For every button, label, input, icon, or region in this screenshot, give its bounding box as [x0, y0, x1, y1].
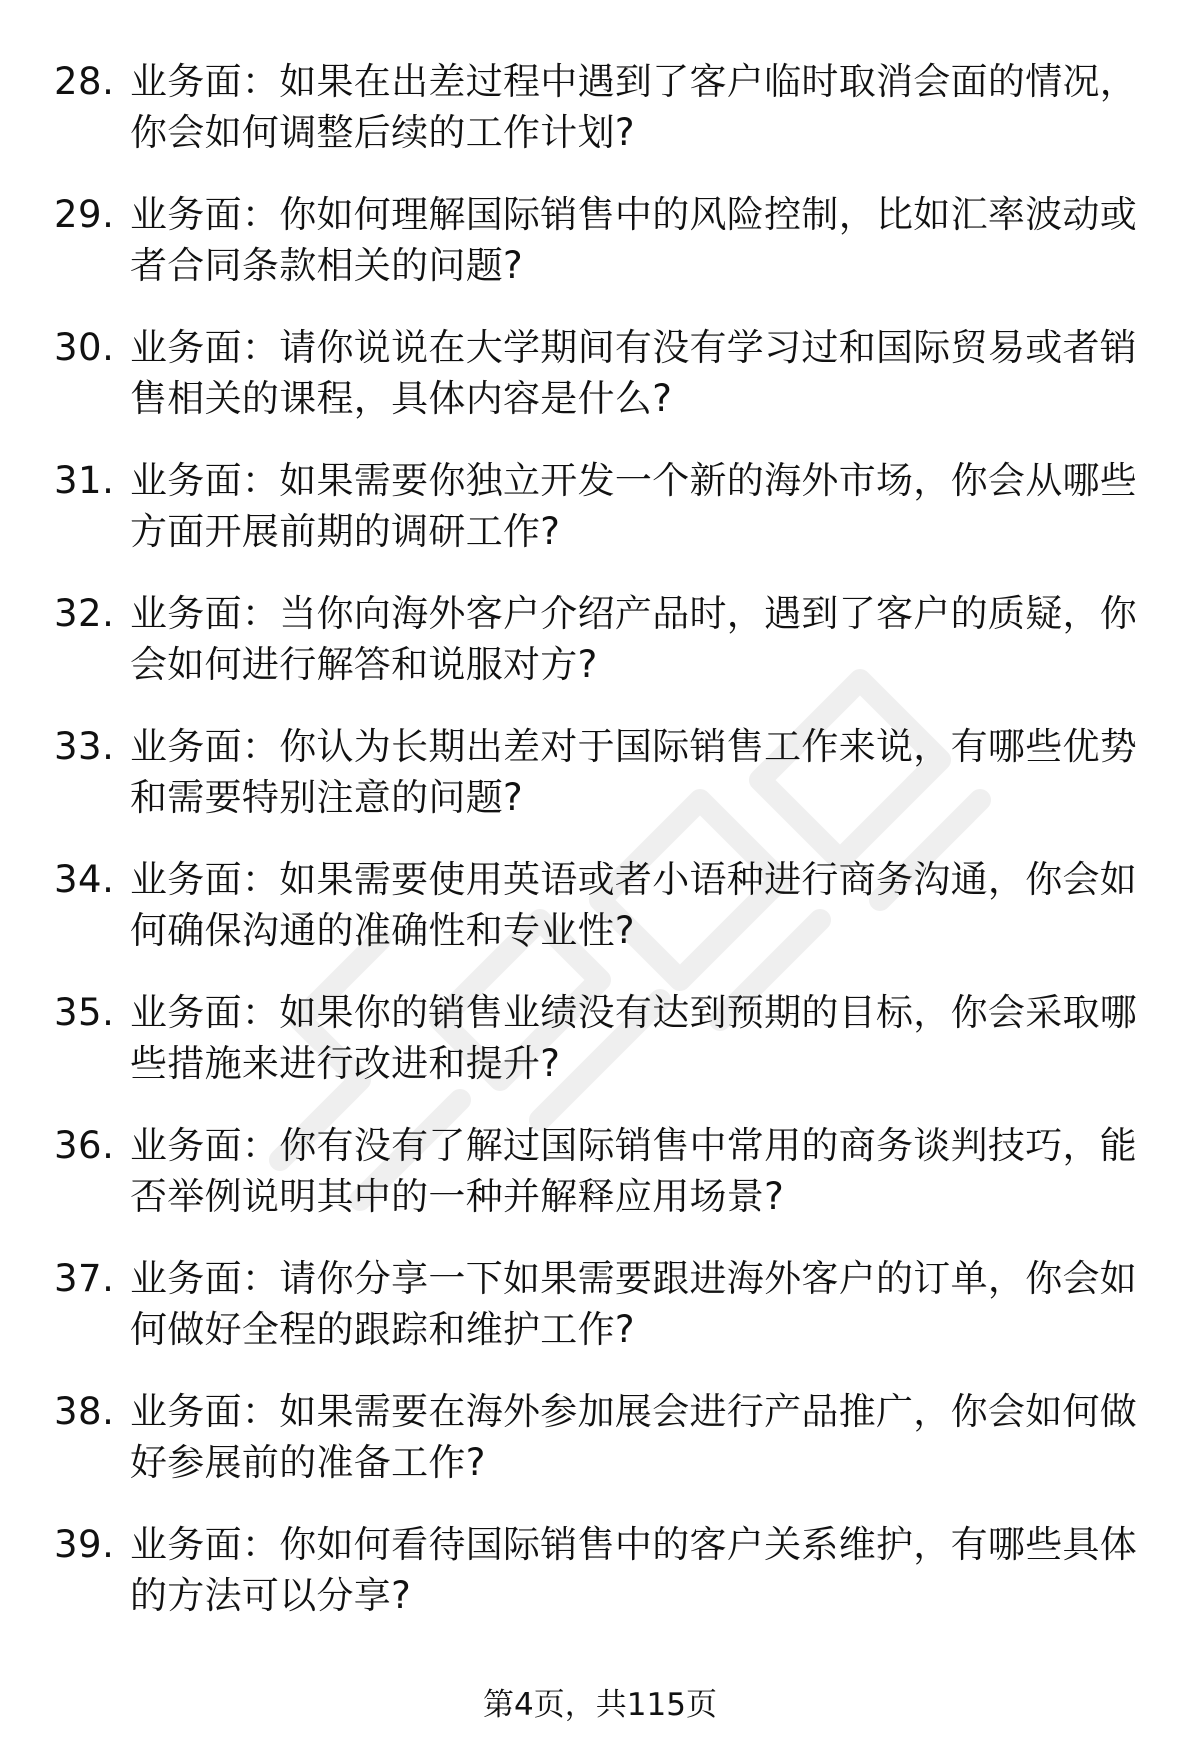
question-text: 业务面：当你向海外客户介绍产品时，遇到了客户的质疑，你会如何进行解答和说服对方? [130, 592, 1138, 686]
question-number: 31. [54, 459, 115, 502]
question-number: 33. [54, 725, 115, 768]
page-number-footer: 第4页，共115页 [483, 1687, 717, 1723]
question-text: 业务面：如果你的销售业绩没有达到预期的目标，你会采取哪些措施来进行改进和提升? [130, 991, 1138, 1085]
question-number: 32. [54, 592, 115, 635]
question-text: 业务面：如果需要你独立开发一个新的海外市场，你会从哪些方面开展前期的调研工作? [130, 459, 1138, 553]
question-text: 业务面：如果在出差过程中遇到了客户临时取消会面的情况，你会如何调整后续的工作计划? [130, 60, 1138, 154]
question-item [0, 322, 1200, 455]
question-text: 业务面：如果需要使用英语或者小语种进行商务沟通，你会如何确保沟通的准确性和专业性? [130, 858, 1138, 952]
question-number: 28. [54, 60, 115, 103]
question-text: 业务面：你如何理解国际销售中的风险控制，比如汇率波动或者合同条款相关的问题? [130, 193, 1138, 287]
question-item [0, 854, 1200, 987]
question-item [0, 1519, 1200, 1652]
question-number: 30. [54, 326, 115, 369]
question-item [0, 721, 1200, 854]
question-number: 34. [54, 858, 115, 901]
question-number: 36. [54, 1124, 115, 1167]
question-text: 业务面：你如何看待国际销售中的客户关系维护，有哪些具体的方法可以分享? [130, 1523, 1138, 1617]
question-item [0, 1386, 1200, 1519]
question-text: 业务面：你认为长期出差对于国际销售工作来说，有哪些优势和需要特别注意的问题? [130, 725, 1138, 819]
question-item [0, 455, 1200, 588]
question-item [0, 588, 1200, 721]
question-number: 39. [54, 1523, 115, 1566]
question-item [0, 1120, 1200, 1253]
question-item [0, 189, 1200, 322]
question-item [0, 1253, 1200, 1386]
question-number: 35. [54, 991, 115, 1034]
question-text: 业务面：如果需要在海外参加展会进行产品推广，你会如何做好参展前的准备工作? [130, 1390, 1138, 1484]
question-text: 业务面：请你说说在大学期间有没有学习过和国际贸易或者销售相关的课程，具体内容是什么? [130, 326, 1138, 420]
question-item [0, 987, 1200, 1120]
question-item [0, 56, 1200, 189]
question-list [0, 56, 1200, 1652]
question-number: 37. [54, 1257, 115, 1300]
question-number: 38. [54, 1390, 115, 1433]
question-number: 29. [54, 193, 115, 236]
question-text: 业务面：请你分享一下如果需要跟进海外客户的订单，你会如何做好全程的跟踪和维护工作? [130, 1257, 1138, 1351]
question-text: 业务面：你有没有了解过国际销售中常用的商务谈判技巧，能否举例说明其中的一种并解释应用场景? [130, 1124, 1138, 1218]
